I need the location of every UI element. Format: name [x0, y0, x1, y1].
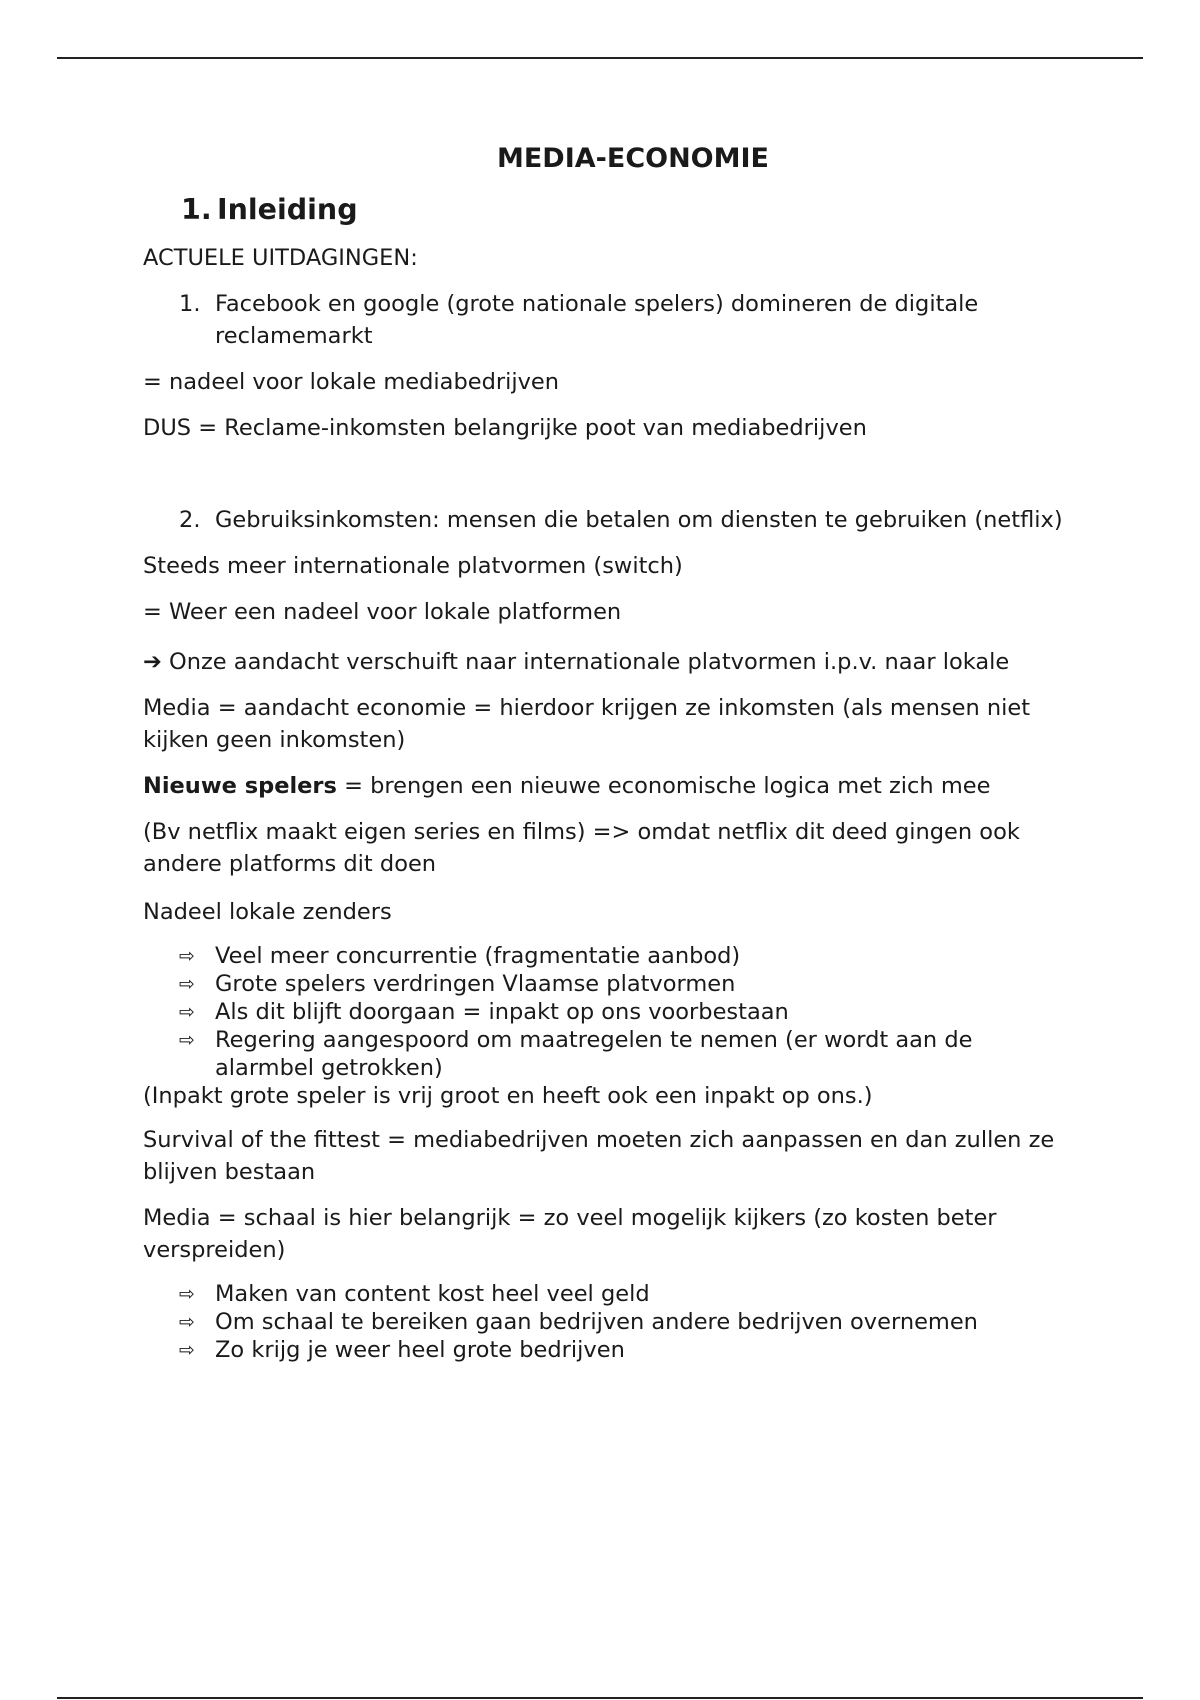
arrow-bullet-icon: ⇨ — [179, 973, 195, 995]
list-item: ⇨ Grote spelers verdringen Vlaamse platvormen — [179, 971, 736, 997]
arrow-bullet-icon: ⇨ — [179, 945, 195, 967]
paragraph-arrow — [143, 646, 1063, 678]
list-item: ⇨ Zo krijg je weer heel grote bedrijven — [179, 1337, 625, 1363]
footer-rule — [57, 1697, 1143, 1699]
document-title: MEDIA-ECONOMIE — [497, 143, 769, 174]
spacer — [143, 444, 1063, 490]
arrow-bullet-icon: ⇨ — [179, 1029, 195, 1051]
list-item-2 — [179, 504, 1063, 536]
section-number: 1. — [181, 193, 212, 226]
paragraph-nadeel-lokaal: = nadeel voor lokale mediabedrijven — [143, 369, 560, 395]
arrow-icon: ➔ — [143, 649, 162, 675]
arrow-bullet-icon: ⇨ — [179, 1001, 195, 1023]
section-heading-text: Inleiding — [217, 193, 358, 226]
arrow-list-1 — [179, 942, 1063, 1082]
paragraph-dus: DUS = Reclame-inkomsten belangrijke poot van mediabedrijven — [143, 415, 867, 441]
arrow-bullet-icon: ⇨ — [179, 1283, 195, 1305]
nieuwe-spelers-rest: = brengen een nieuwe economische logica met zich mee — [336, 773, 991, 799]
list-item-2-number: 2. — [179, 507, 201, 533]
challenges-label: ACTUELE UITDAGINGEN: — [143, 245, 418, 271]
list-item: ⇨ Om schaal te bereiken gaan bedrijven andere bedrijven overnemen — [179, 1309, 978, 1335]
paragraph-inpakt: (Inpakt grote speler is vrij groot en heeft ook een inpakt op ons.) — [143, 1083, 873, 1109]
list-item-1-number: 1. — [179, 291, 201, 317]
list-item: ⇨ Als dit blijft doorgaan = inpakt op ons voorbestaan — [179, 999, 789, 1025]
paragraph-bv: (Bv netflix maakt eigen series en films) => omdat netflix dit deed gingen ook andere platforms dit doen — [143, 819, 1020, 877]
arrow-list-2 — [179, 1280, 1063, 1364]
list-item-1-text: Facebook en google (grote nationale spelers) domineren de digitale reclamemarkt — [215, 291, 979, 349]
list-item-1 — [179, 288, 1063, 352]
list-item: ⇨ Regering aangespoord om maatregelen te nemen (er wordt aan de alarmbel getrokken) — [179, 1027, 973, 1081]
paragraph-media-aandacht: Media = aandacht economie = hierdoor krijgen ze inkomsten (als mensen niet kijken geen inkomsten) — [143, 695, 1031, 753]
document-body — [143, 130, 1063, 1364]
paragraph-nieuwe-spelers — [143, 770, 1063, 802]
header-rule — [57, 57, 1143, 59]
arrow-bullet-icon: ⇨ — [179, 1311, 195, 1333]
paragraph-arrow-text: Onze aandacht verschuift naar internationale platvormen i.p.v. naar lokale — [161, 649, 1010, 675]
list-item-2-text: Gebruiksinkomsten: mensen die betalen om diensten te gebruiken (netflix) — [215, 507, 1063, 533]
list-item: ⇨ Maken van content kost heel veel geld — [179, 1281, 650, 1307]
paragraph-steeds: Steeds meer internationale platvormen (switch) — [143, 553, 683, 579]
paragraph-nadeel-zenders: Nadeel lokale zenders — [143, 899, 392, 925]
arrow-bullet-icon: ⇨ — [179, 1339, 195, 1361]
paragraph-weer: = Weer een nadeel voor lokale platformen — [143, 599, 622, 625]
paragraph-survival: Survival of the fittest = mediabedrijven moeten zich aanpassen en dan zullen ze blijven bestaan — [143, 1127, 1055, 1185]
paragraph-schaal: Media = schaal is hier belangrijk = zo veel mogelijk kijkers (zo kosten beter verspreiden) — [143, 1205, 997, 1263]
list-item: ⇨ Veel meer concurrentie (fragmentatie aanbod) — [179, 943, 741, 969]
nieuwe-spelers-term: Nieuwe spelers — [143, 773, 337, 799]
section-heading — [181, 192, 1063, 228]
